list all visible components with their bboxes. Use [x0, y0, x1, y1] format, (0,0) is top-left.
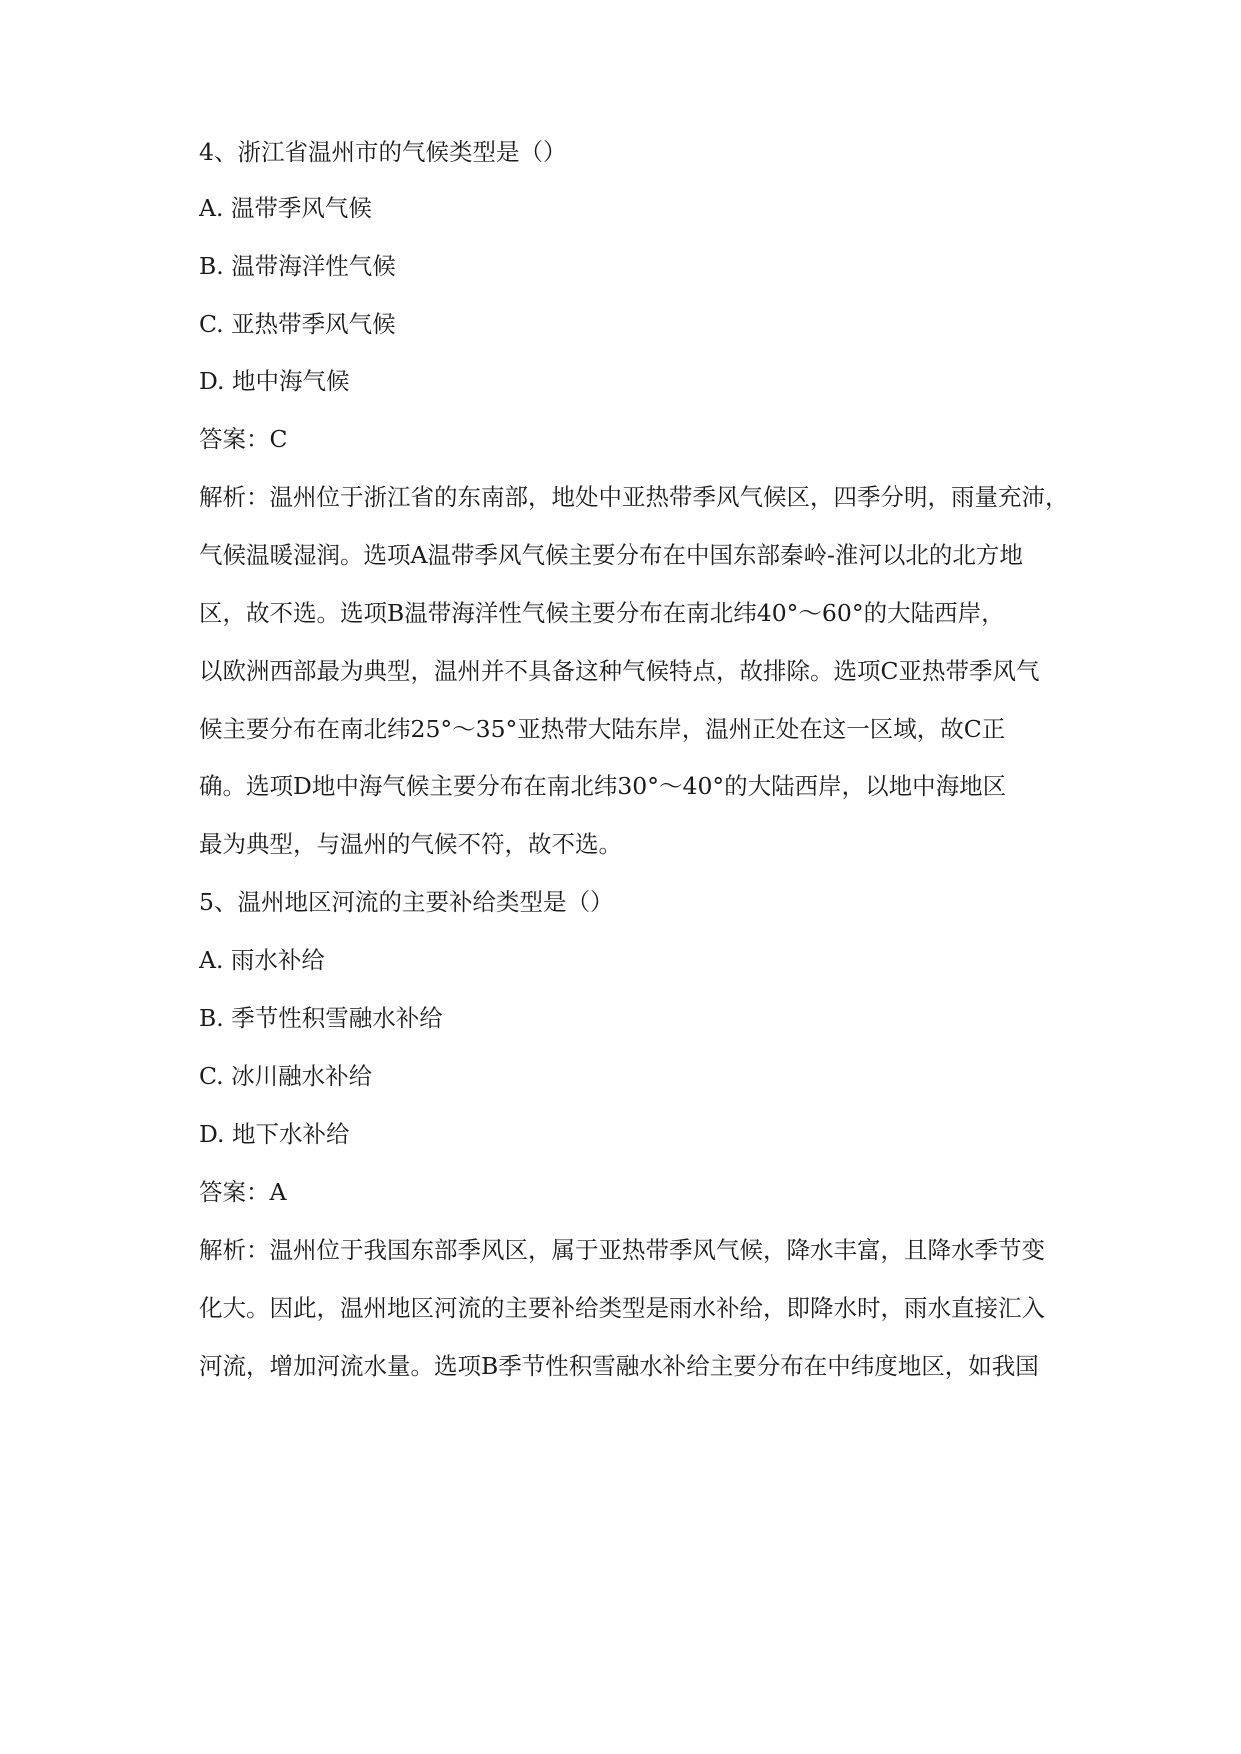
question-4-option-c: C. 亚热带季风气候 — [199, 310, 396, 338]
question-5-analysis-line: 化大。因此，温州地区河流的主要补给类型是雨水补给，即降水时，雨水直接汇入 — [199, 1294, 1045, 1322]
question-5-option-b: B. 季节性积雪融水补给 — [199, 1004, 443, 1032]
question-5-option-c: C. 冰川融水补给 — [199, 1062, 373, 1090]
question-5-text: 5、温州地区河流的主要补给类型是（） — [199, 888, 614, 916]
question-5-analysis-line: 河流，增加河流水量。选项B季节性积雪融水补给主要分布在中纬度地区，如我国 — [199, 1352, 1039, 1380]
question-4-answer: 答案：C — [199, 425, 288, 453]
question-4-analysis-line: 解析：温州位于浙江省的东南部，地处中亚热带季风气候区，四季分明，雨量充沛， — [199, 483, 1069, 511]
question-4-analysis-line: 气候温暖湿润。选项A温带季风气候主要分布在中国东部秦岭-淮河以北的北方地 — [199, 541, 1023, 569]
question-5-analysis-line: 解析：温州位于我国东部季风区，属于亚热带季风气候，降水丰富，且降水季节变 — [199, 1236, 1045, 1264]
question-5-option-a: A. 雨水补给 — [199, 946, 325, 974]
question-5-option-d: D. 地下水补给 — [199, 1120, 350, 1148]
question-4-option-d: D. 地中海气候 — [199, 367, 350, 395]
question-4-analysis-line: 最为典型，与温州的气候不符，故不选。 — [199, 830, 622, 858]
question-4-option-b: B. 温带海洋性气候 — [199, 252, 396, 280]
question-4-analysis-line: 候主要分布在南北纬25°～35°亚热带大陆东岸，温州正处在这一区域，故C正 — [199, 715, 1006, 743]
question-4-analysis-line: 确。选项D地中海气候主要分布在南北纬30°～40°的大陆西岸，以地中海地区 — [199, 772, 1007, 800]
question-4-option-a: A. 温带季风气候 — [199, 194, 372, 222]
question-4-text: 4、浙江省温州市的气候类型是（） — [199, 138, 567, 166]
question-5-answer: 答案：A — [199, 1178, 287, 1206]
question-4-analysis-line: 区，故不选。选项B温带海洋性气候主要分布在南北纬40°～60°的大陆西岸， — [199, 599, 1005, 627]
question-4-analysis-line: 以欧洲西部最为典型，温州并不具备这种气候特点，故排除。选项C亚热带季风气 — [199, 657, 1040, 685]
